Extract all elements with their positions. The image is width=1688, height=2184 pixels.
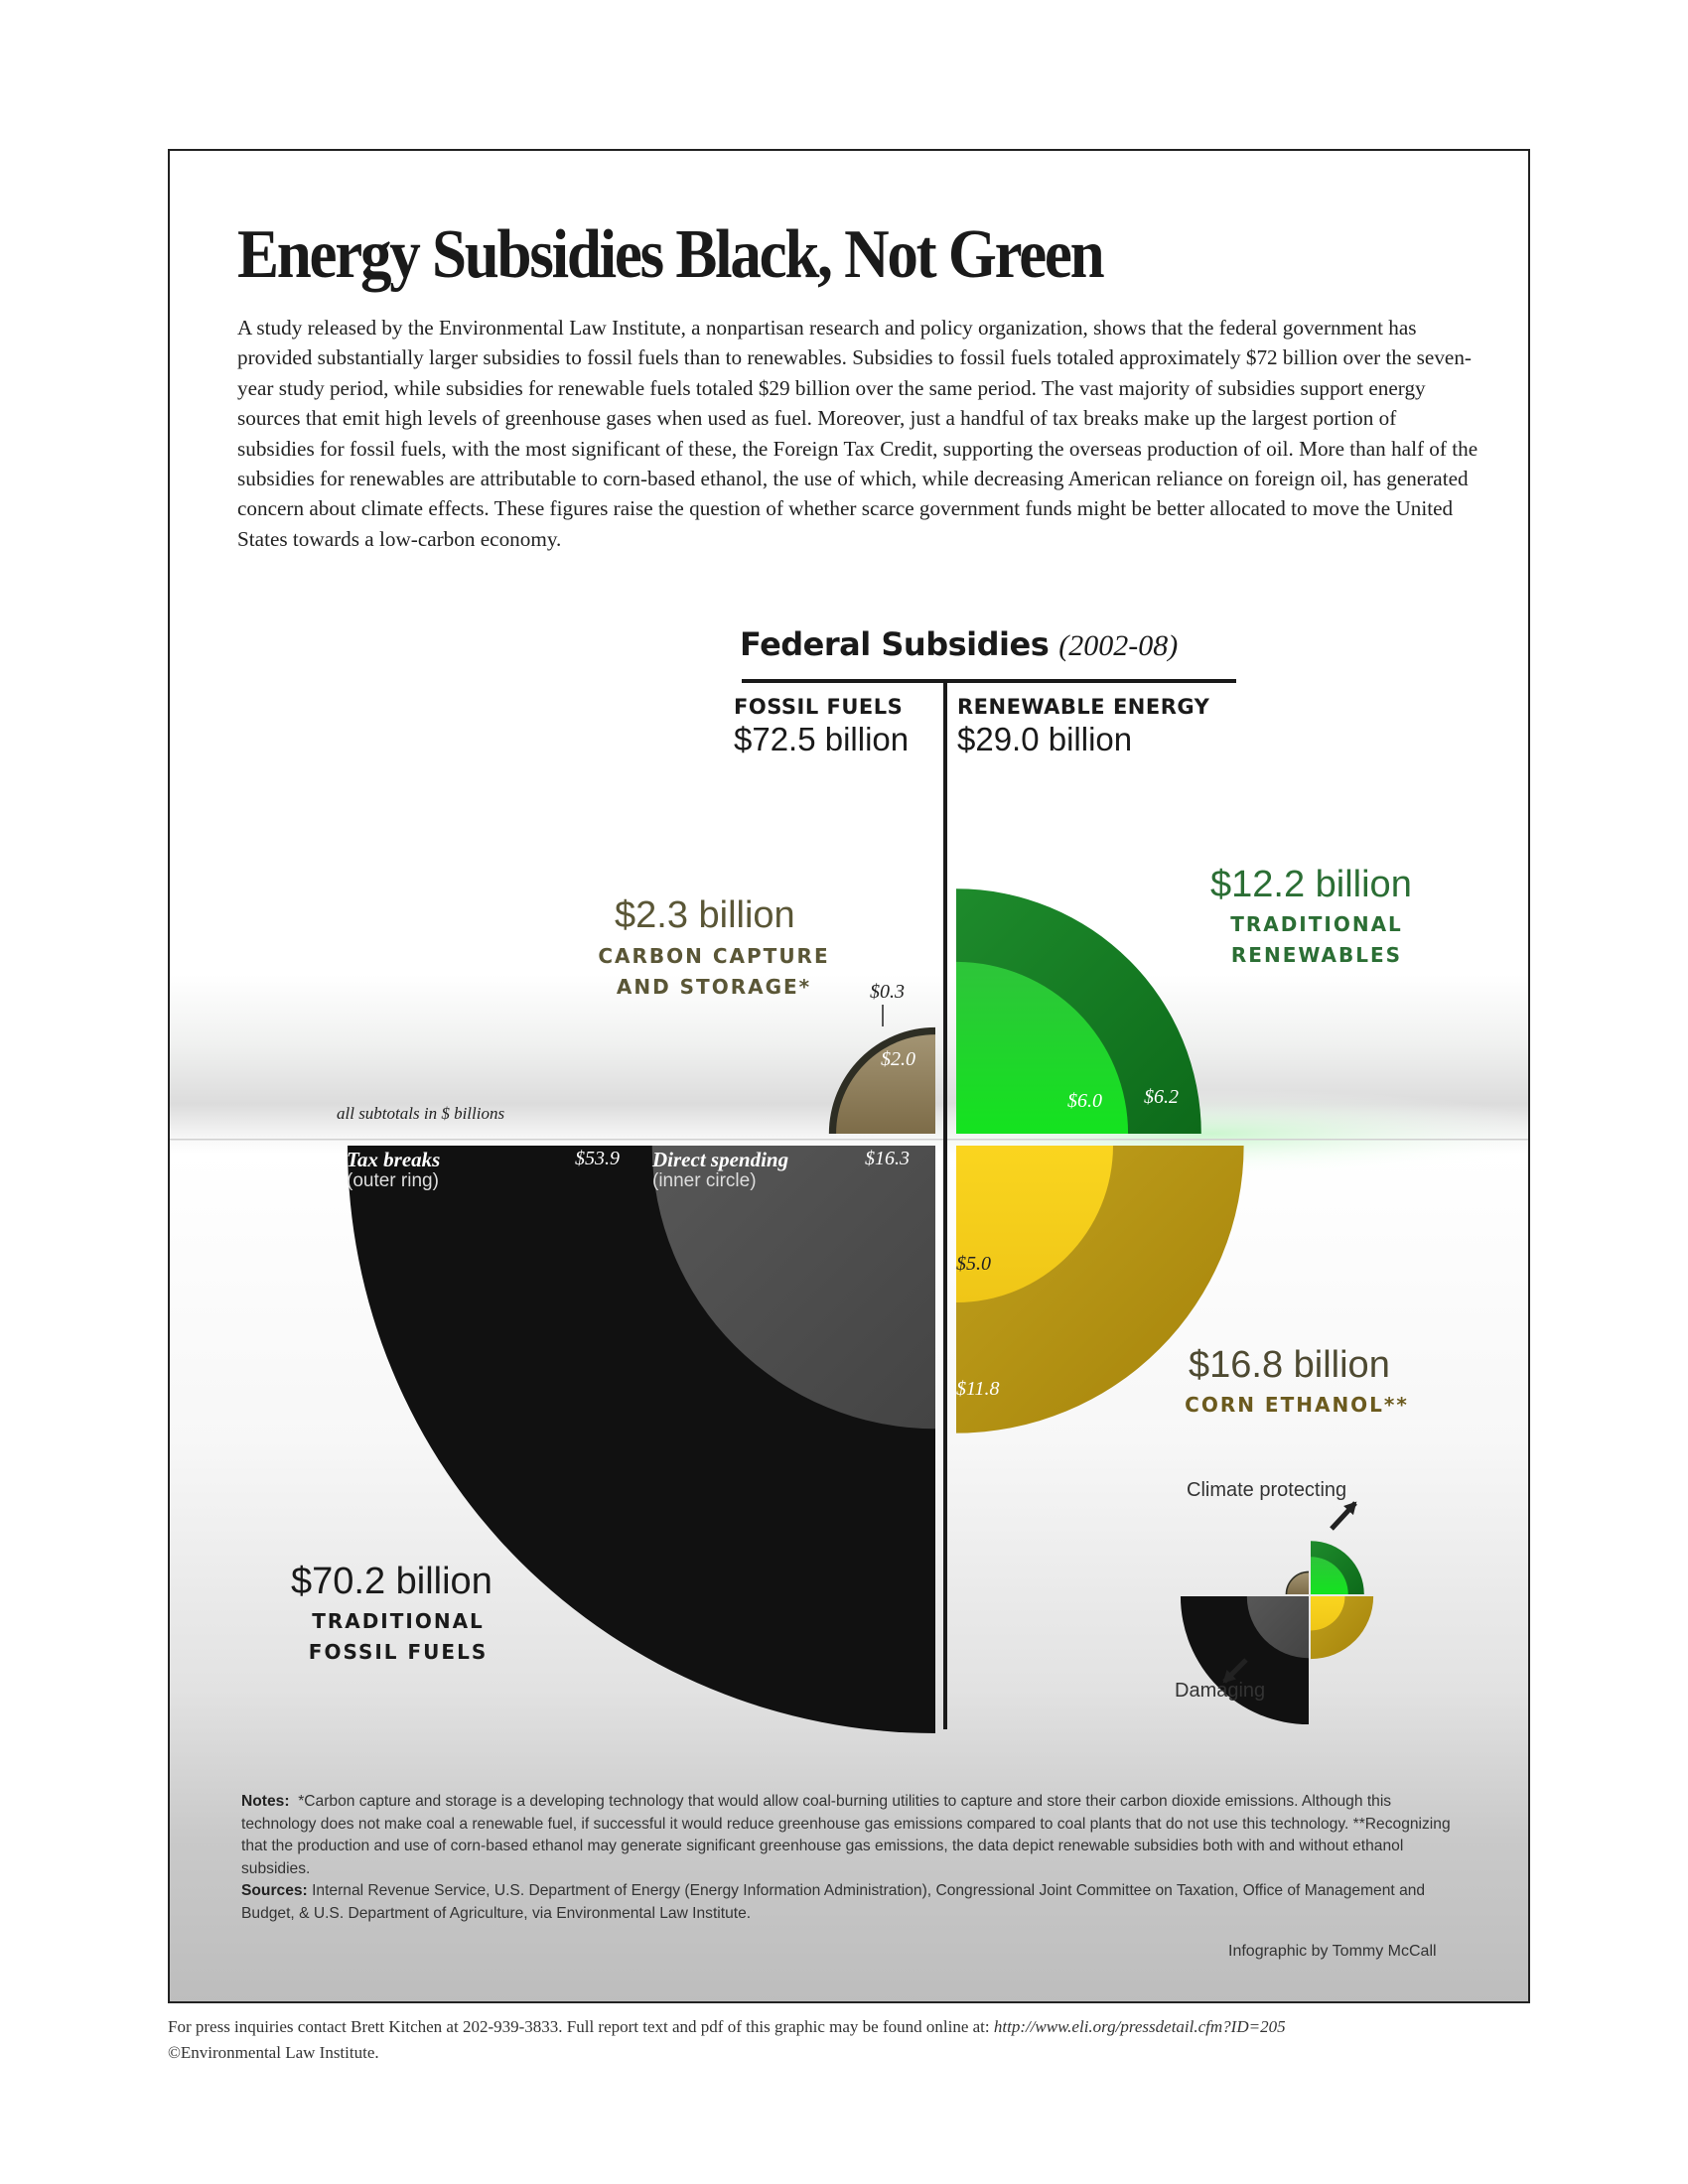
ethanol-label: CORN ETHANOL** <box>1185 1393 1409 1417</box>
horizontal-divider <box>170 1139 1528 1141</box>
renewables-direct-value: $6.0 <box>1067 1090 1102 1112</box>
report-link[interactable]: http://www.eli.org/pressdetail.cfm?ID=205 <box>993 2017 1286 2036</box>
fossil-label-line2: FOSSIL FUELS <box>308 1640 489 1664</box>
renewables-label <box>1193 909 1441 971</box>
chart-title-text: Federal Subsidies <box>740 625 1050 663</box>
ccs-tax-value: $0.3 <box>870 981 905 1003</box>
vertical-divider <box>943 681 947 1729</box>
legend-climate-protecting: Climate protecting <box>1187 1479 1347 1501</box>
notes-text: *Carbon capture and storage is a developing technology that would allow coal-burning utilities to capture and store their carbon dioxide emissions. Although this technology does not make coal a renewable fuel, if successful it would reduce greenhouse gas emissions compared to coal plants that do not use this technology. **Recognizing that the production and use of corn-based ethanol may generate significant greenhouse gas emissions, the data depict renewable subsidies both with and without ethanol subsidies. <box>241 1793 1451 1877</box>
ccs-direct-value: $2.0 <box>881 1048 915 1070</box>
renewables-label-line1: TRADITIONAL <box>1230 912 1403 936</box>
mini-ccs-inner <box>1287 1572 1309 1594</box>
page-title: Energy Subsidies Black, Not Green <box>237 216 1103 293</box>
fossil-fuels-heading: FOSSIL FUELS <box>734 695 904 719</box>
fossil-tax-value: $53.9 <box>575 1148 620 1169</box>
fossil-fuels-total: $72.5 billion <box>734 721 910 757</box>
ethanol-total: $16.8 billion <box>1189 1344 1390 1386</box>
ccs-label <box>580 941 848 1003</box>
arrow-up-right-icon <box>1332 1502 1356 1529</box>
key-outer-ring: (outer ring) <box>347 1170 439 1191</box>
fossil-direct-value: $16.3 <box>865 1148 910 1169</box>
ccs-total: $2.3 billion <box>615 894 795 936</box>
renewable-energy-heading: RENEWABLE ENERGY <box>957 695 1210 719</box>
infographic-frame <box>168 149 1530 2003</box>
press-footer <box>168 2017 1286 2037</box>
copyright: ©Environmental Law Institute. <box>168 2043 379 2062</box>
legend-damaging: Damaging <box>1175 1680 1266 1702</box>
fossil-label <box>279 1606 517 1668</box>
renewables-tax-value: $6.2 <box>1144 1086 1179 1108</box>
notes-label: Notes: <box>241 1793 290 1810</box>
key-direct-spending: Direct spending <box>652 1148 789 1171</box>
renewable-energy-total: $29.0 billion <box>957 721 1133 757</box>
footer-text: For press inquiries contact Brett Kitchen at 202-939-3833. Full report text and pdf of this graphic may be found online at: <box>168 2017 994 2036</box>
fossil-total: $70.2 billion <box>291 1561 492 1602</box>
unit-note: all subtotals in $ billions <box>337 1104 505 1123</box>
fossil-label-line1: TRADITIONAL <box>312 1609 485 1633</box>
sources-label: Sources: <box>241 1882 308 1899</box>
renewables-label-line2: RENEWABLES <box>1230 943 1403 967</box>
infographic-credit: Infographic by Tommy McCall <box>1228 1943 1437 1960</box>
key-inner-circle: (inner circle) <box>652 1170 757 1191</box>
chart-subtitle: (2002-08) <box>1058 629 1179 662</box>
ethanol-direct-value: $5.0 <box>956 1253 991 1275</box>
key-tax-breaks: Tax breaks <box>347 1148 441 1171</box>
sources-text: Internal Revenue Service, U.S. Department of Energy (Energy Information Administration), Congressional Joint Committee on Taxation, Office of Management and Budget, & U.S. Department of Agriculture, via Environmental Law Institute. <box>241 1882 1426 1922</box>
ccs-label-line2: AND STORAGE* <box>616 975 812 999</box>
ccs-label-line1: CARBON CAPTURE <box>598 944 830 968</box>
subsidies-quadrant-chart <box>170 151 1528 2001</box>
ethanol-tax-value: $11.8 <box>956 1378 1000 1400</box>
renewables-total: $12.2 billion <box>1210 864 1412 905</box>
intro-paragraph: A study released by the Environmental Law Institute, a nonpartisan research and policy organization, shows that the federal government has provided substantially larger subsidies to fossil fuels than to renewables. Subsidies to fossil fuels totaled approximately $72 billion over the seven-year study period, while subsidies for renewable fuels totaled $29 billion over the same period. The vast majority of subsidies support energy sources that emit high levels of greenhouse gases when used as fuel. Moreover, just a handful of tax breaks make up the largest portion of subsidies for fossil fuels, with the most significant of these, the Foreign Tax Credit, supporting the overseas production of oil. More than half of the subsidies for renewables are attributable to corn-based ethanol, the use of which, while decreasing American reliance on foreign oil, has generated concern about climate effects. These figures raise the question of whether scarce government funds might be better allocated to move the United States towards a low-carbon economy. <box>237 316 1478 551</box>
notes-block <box>241 1791 1463 1925</box>
